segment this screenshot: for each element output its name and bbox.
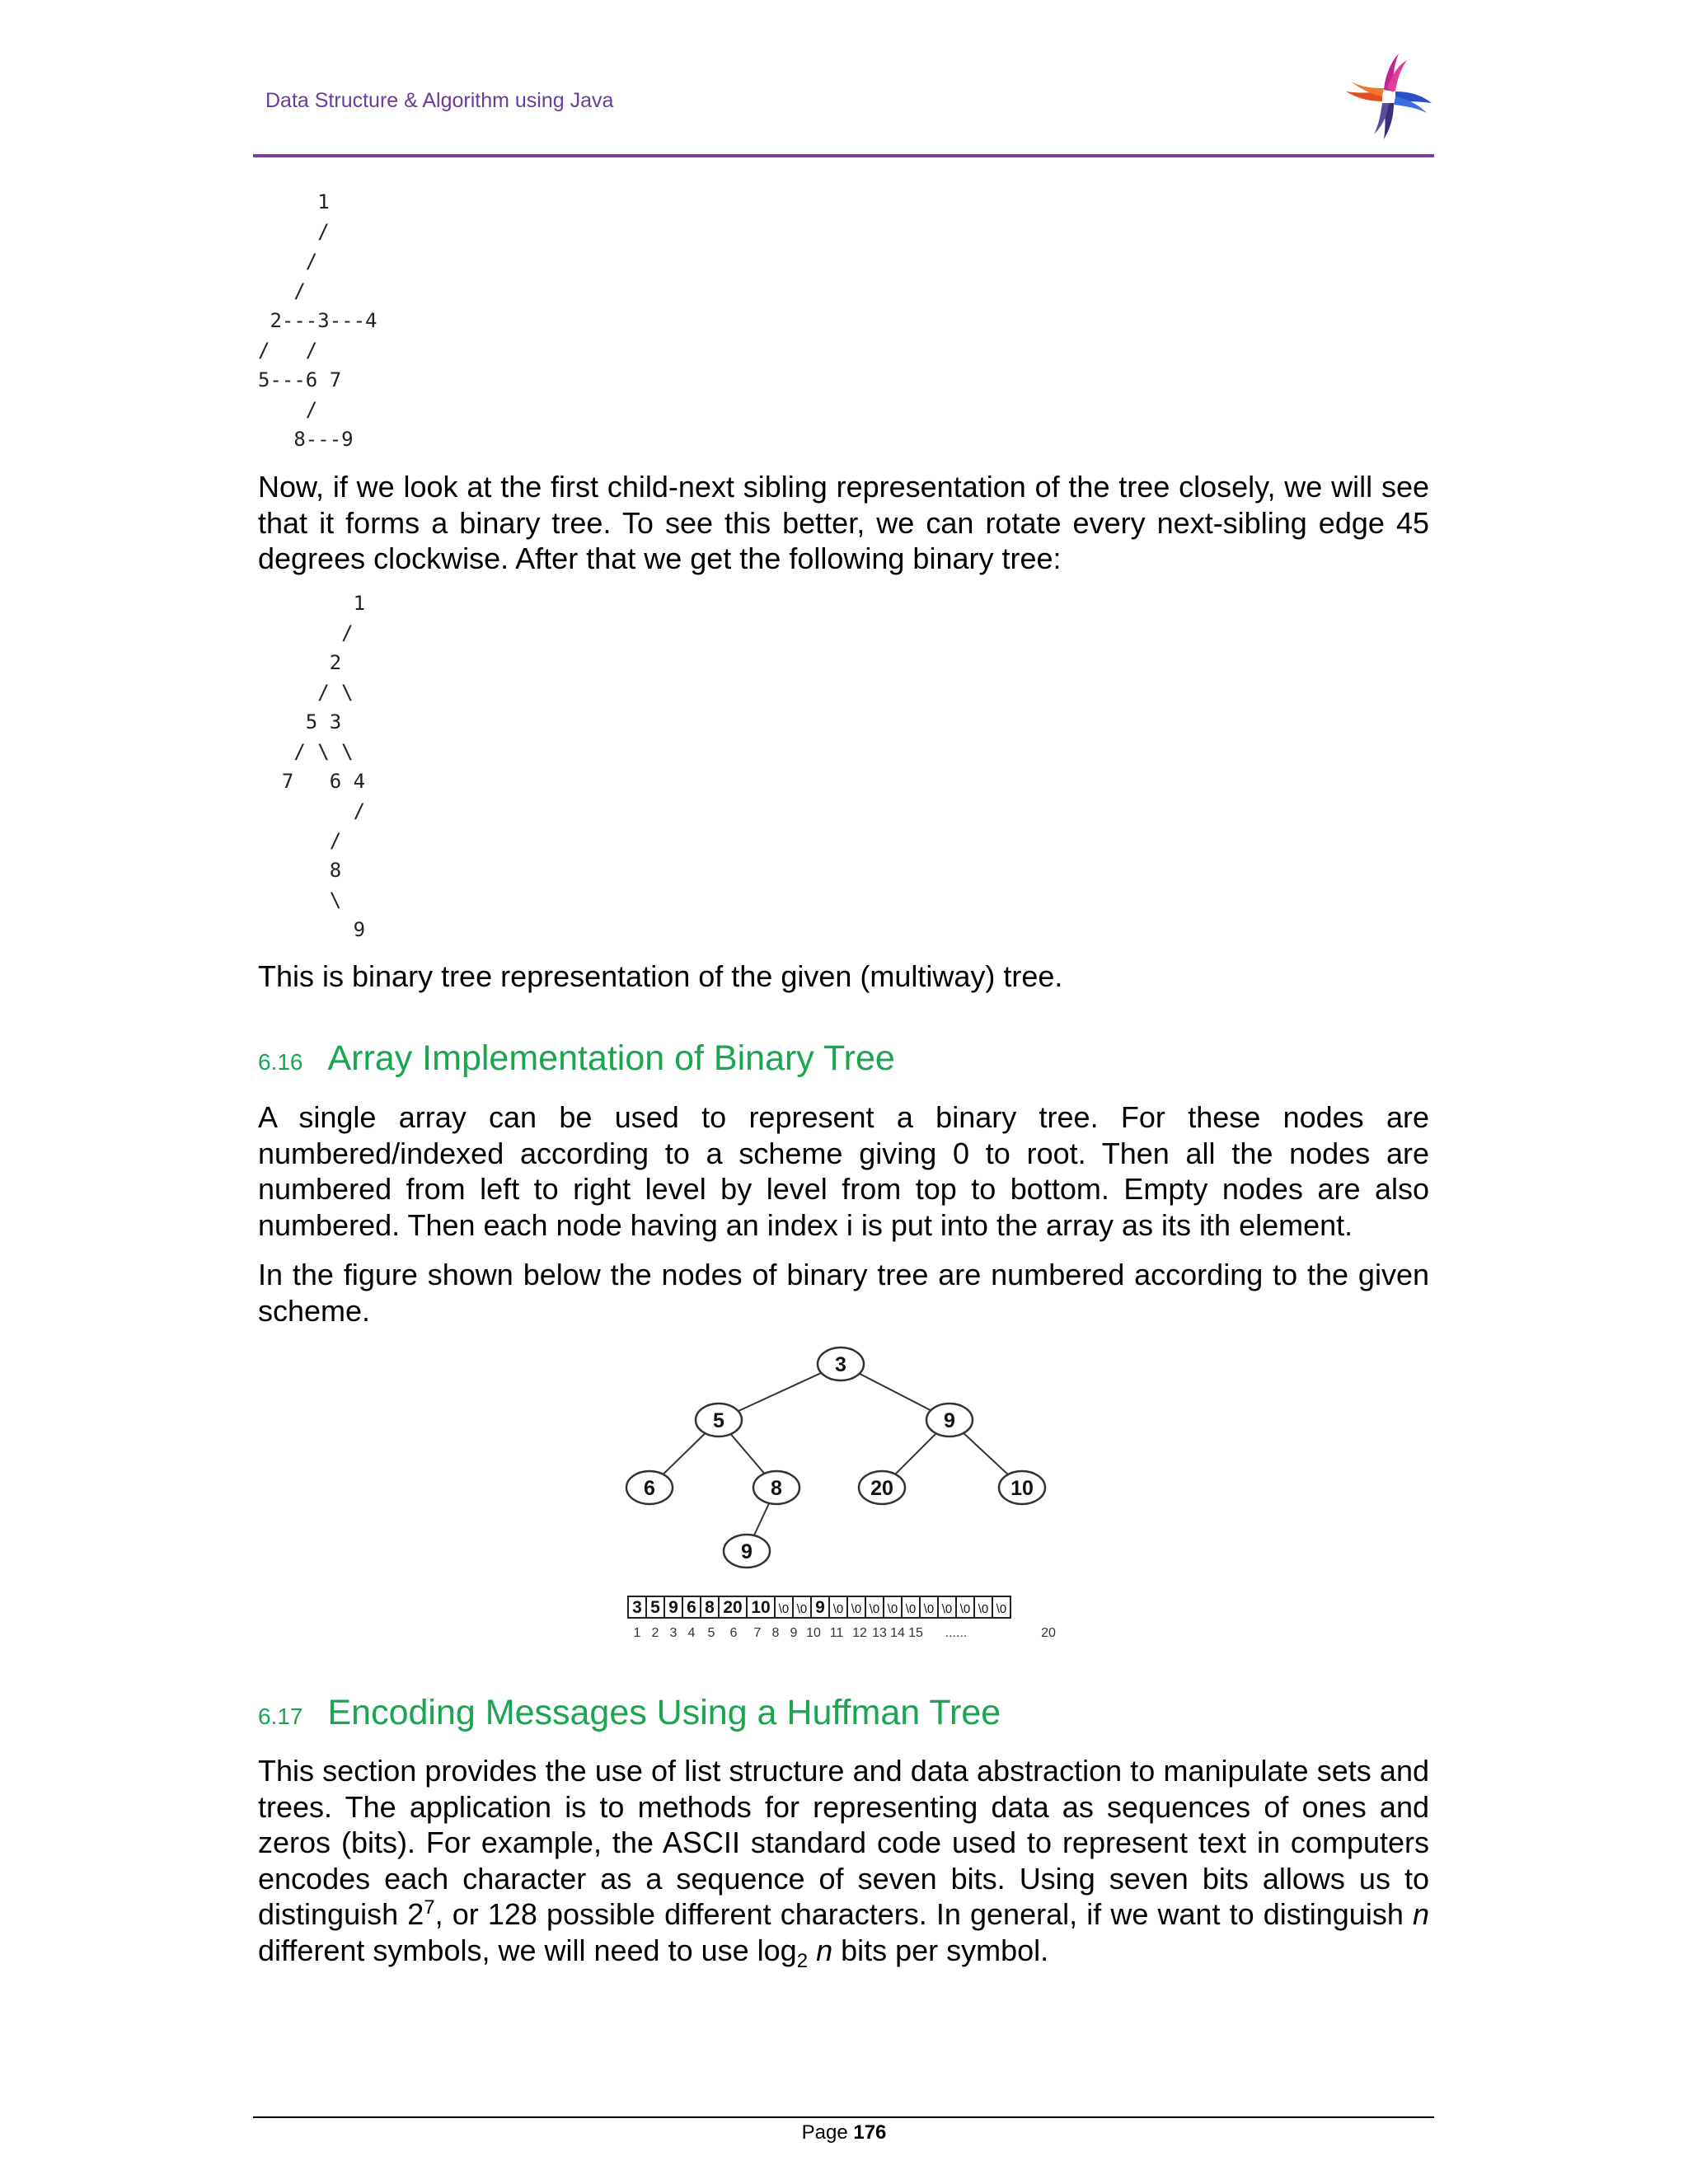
cell-value: \0 bbox=[851, 1602, 862, 1616]
array-cell bbox=[628, 1596, 646, 1618]
cell-value: \0 bbox=[978, 1602, 989, 1616]
array-index-label: 2 bbox=[651, 1626, 659, 1640]
tree-node bbox=[999, 1471, 1045, 1504]
array-cell bbox=[974, 1596, 992, 1618]
array-cell bbox=[938, 1596, 956, 1618]
cell-value: \0 bbox=[923, 1602, 935, 1616]
array-index-label: 9 bbox=[790, 1626, 798, 1640]
cell-value: \0 bbox=[832, 1602, 844, 1616]
rotated-binary-tree-diagram: 1 / 2 / \ 5 3 / \ \ 7 6 4 / / 8 \ 9 bbox=[281, 592, 366, 941]
section-title: Array Implementation of Binary Tree bbox=[327, 1038, 895, 1078]
node-label: 20 bbox=[870, 1477, 893, 1500]
cell-value: \0 bbox=[941, 1602, 953, 1616]
array-cell bbox=[829, 1596, 847, 1618]
paragraph-figure-intro: In the figure shown below the nodes of binary tree are numbered according to the given scheme. bbox=[258, 1258, 1429, 1328]
text-part-2: , or 128 possible different characters. In general, if we want to distinguish bbox=[434, 1897, 1413, 1931]
italic-n: n bbox=[1412, 1897, 1429, 1931]
array-index-label: 20 bbox=[1041, 1626, 1056, 1640]
node-label: 8 bbox=[771, 1477, 782, 1500]
node-label: 5 bbox=[713, 1409, 724, 1432]
cell-value: \0 bbox=[905, 1602, 917, 1616]
tree-edges bbox=[649, 1364, 1022, 1551]
cell-value: \0 bbox=[778, 1602, 790, 1616]
footer-divider bbox=[253, 2116, 1434, 2118]
array-cell bbox=[884, 1596, 902, 1618]
array-index-label: 1 bbox=[633, 1626, 641, 1640]
array-cell bbox=[775, 1596, 793, 1618]
paragraph-binary-representation: This is binary tree representation of the given (multiway) tree. bbox=[258, 959, 1063, 993]
italic-n: n bbox=[816, 1933, 833, 1967]
tree-node bbox=[626, 1471, 673, 1504]
array-index-label: 12 bbox=[852, 1626, 867, 1640]
section-heading-6-16 bbox=[258, 1038, 895, 1079]
array-cell bbox=[847, 1596, 865, 1618]
cell-value: 3 bbox=[632, 1598, 642, 1617]
array-cell bbox=[719, 1596, 747, 1618]
first-child-next-sibling-tree-diagram: 1 / / / 2---3---4 / / 5---6 7 / 8---9 bbox=[258, 190, 377, 451]
node-label: 6 bbox=[644, 1477, 655, 1500]
cell-value: 9 bbox=[815, 1598, 825, 1617]
superscript-exponent: 7 bbox=[424, 1896, 435, 1919]
subscript-base: 2 bbox=[796, 1949, 809, 1972]
array-cell bbox=[956, 1596, 974, 1618]
section-title: Encoding Messages Using a Huffman Tree bbox=[327, 1693, 1001, 1732]
header-divider bbox=[253, 154, 1434, 157]
array-cell bbox=[920, 1596, 938, 1618]
array-cell bbox=[664, 1596, 682, 1618]
tree-nodes bbox=[626, 1347, 1045, 1568]
page-number bbox=[0, 2121, 1688, 2144]
array-index-label: 5 bbox=[707, 1626, 715, 1640]
text-part-1: This section provides the use of list structure and data abstraction to manipulate sets and trees. The application is to methods for representing data as sequences of ones and zeros (bits). For example, the ASCII standard code used to represent text in computers encodes each character as a sequence of seven bits. Using seven bits allows us to distinguish 2 bbox=[258, 1754, 1429, 1931]
cell-value: \0 bbox=[996, 1602, 1007, 1616]
array-cell bbox=[747, 1596, 775, 1618]
array-index-label: 13 bbox=[872, 1626, 887, 1640]
tree-node bbox=[859, 1471, 905, 1504]
tree-node bbox=[696, 1404, 742, 1436]
cell-value: \0 bbox=[869, 1602, 880, 1616]
array-index-label: 15 bbox=[908, 1626, 923, 1640]
array-cell bbox=[811, 1596, 829, 1618]
array-cell bbox=[793, 1596, 811, 1618]
cell-value: \0 bbox=[887, 1602, 898, 1616]
section-number: 6.16 bbox=[258, 1049, 303, 1075]
array-cell bbox=[682, 1596, 701, 1618]
text-part-4: bits per symbol. bbox=[832, 1933, 1049, 1967]
binary-tree-array-figure bbox=[610, 1335, 1071, 1652]
node-label: 10 bbox=[1010, 1477, 1034, 1500]
running-header-title: Data Structure & Algorithm using Java bbox=[265, 89, 614, 112]
page-label: Page bbox=[801, 2121, 848, 2144]
node-label: 3 bbox=[835, 1353, 846, 1376]
array-index-label: 11 bbox=[829, 1626, 844, 1640]
array-index-label: ...... bbox=[945, 1626, 968, 1640]
array-index-label: 10 bbox=[806, 1626, 821, 1640]
cell-value: \0 bbox=[959, 1602, 971, 1616]
array-index-label: 4 bbox=[687, 1626, 696, 1640]
node-label: 9 bbox=[741, 1540, 753, 1563]
cell-value: 5 bbox=[650, 1598, 660, 1617]
array-cell bbox=[992, 1596, 1010, 1618]
array-index-label: 14 bbox=[890, 1626, 905, 1640]
array-cell bbox=[902, 1596, 920, 1618]
paragraph-array-implementation: A single array can be used to represent a binary tree. For these nodes are numbered/indexed according to a scheme giving 0 to root. Then all the nodes are numbered from left to right level by level from top to bottom. Empty nodes are also numbered. Then each node having an index i is put into the array as its ith element. bbox=[258, 1100, 1429, 1242]
tree-node bbox=[753, 1471, 799, 1504]
cell-value: 6 bbox=[687, 1598, 696, 1617]
paragraph-binary-tree-intro: Now, if we look at the first child-next sibling representation of the tree closely, we will see that it forms a binary tree. To see this better, we can rotate every next-sibling edge 45 degrees clockwise. After that we get the following binary tree: bbox=[258, 470, 1429, 575]
section-heading-6-17 bbox=[258, 1693, 1001, 1733]
paragraph-huffman-intro bbox=[258, 1753, 1429, 1972]
array-index-label: 6 bbox=[729, 1626, 738, 1640]
cell-value: 10 bbox=[751, 1598, 771, 1617]
tree-node bbox=[818, 1347, 864, 1380]
cell-value: 20 bbox=[723, 1598, 743, 1617]
array-index-label: 8 bbox=[771, 1626, 780, 1640]
array-index-label: 3 bbox=[669, 1626, 678, 1640]
tree-node bbox=[926, 1404, 973, 1436]
cell-value: 9 bbox=[668, 1598, 678, 1617]
cell-value: 8 bbox=[705, 1598, 715, 1617]
section-number: 6.17 bbox=[258, 1704, 303, 1729]
node-label: 9 bbox=[944, 1409, 955, 1432]
array-index-label: 7 bbox=[753, 1626, 762, 1640]
cell-value: \0 bbox=[796, 1602, 808, 1616]
page-number-value: 176 bbox=[853, 2121, 887, 2144]
publisher-logo-icon bbox=[1343, 51, 1434, 142]
text-part-3: different symbols, we will need to use log bbox=[258, 1933, 797, 1967]
array-cells bbox=[628, 1596, 1010, 1618]
array-cell bbox=[701, 1596, 719, 1618]
text-space bbox=[808, 1933, 816, 1967]
array-cell bbox=[646, 1596, 664, 1618]
tree-node bbox=[724, 1535, 770, 1568]
array-indices bbox=[634, 1626, 1056, 1640]
array-cell bbox=[865, 1596, 884, 1618]
